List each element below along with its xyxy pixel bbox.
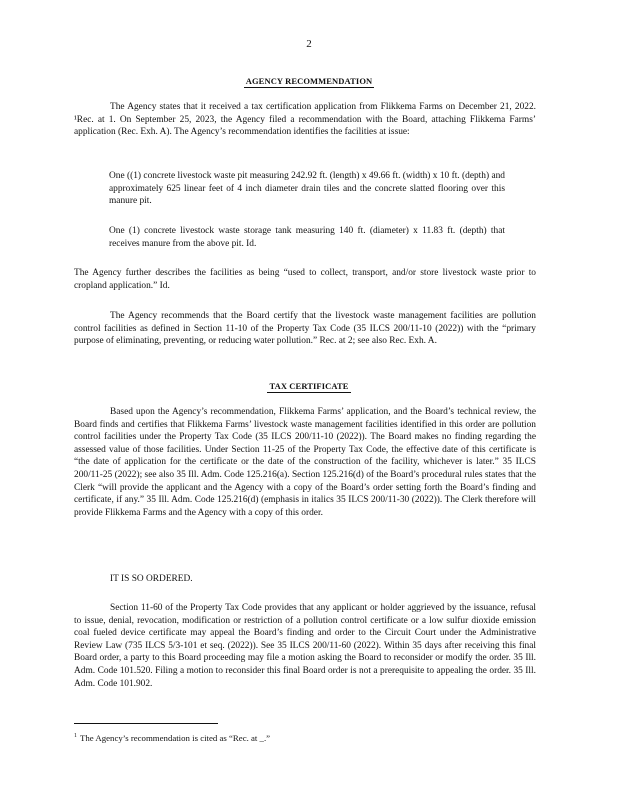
- page-number: 2: [306, 38, 312, 50]
- so-ordered-line: IT IS SO ORDERED.: [110, 574, 193, 584]
- paragraph-board-finds: Based upon the Agency’s recommendation, Flikkema Farms’ application, and the Board’s technical review, the Board finds and certifies that Flikkema Farms’ livestock waste management facilities identified in this order are pollution control facilities under the Property Tax Code (35 ILCS 200/11-10 (2022)). The Board makes no finding regarding the assessed value of those facilities. Under Section 11-25 of the Property Tax Code, the effective date of this certificate is “the date of application for the certificate or the date of the construction of the facility, whichever is later.” 35 ILCS 200/11-25 (2022); see also 35 Ill. Adm. Code 125.216(a). Section 125.216(d) of the Board’s procedural rules states that the Clerk “will provide the applicant and the Agency with a copy of the Board’s order setting forth the Board’s finding and certificate, if any.” 35 Ill. Adm. Code 125.216(d) (emphasis in italics 35 ILCS 200/11-30 (2022)). The Clerk therefore will provide Flikkema Farms and the Agency with a copy of this order.: [74, 407, 536, 518]
- footnote: [74, 731, 536, 744]
- facility-description-tank: One (1) concrete livestock waste storage tank measuring 140 ft. (diameter) x 11.83 ft. (depth) that receives manure from the above pit. Id.: [109, 226, 505, 249]
- footnote-mark: 1: [74, 733, 77, 739]
- footnote-text: The Agency’s recommendation is cited as “Rec. at _.”: [80, 732, 271, 743]
- tax-certificate-heading-text: TAX CERTIFICATE: [269, 381, 349, 391]
- facility-description-pit: One ((1) concrete livestock waste pit measuring 242.92 ft. (length) x 49.66 ft. (width) x 10 ft. (depth) and approximately 625 linear feet of 4 inch diameter drain tiles and the concrete slatted flooring over this manure pit.: [109, 171, 505, 207]
- paragraph-appeal-rights: Section 11-60 of the Property Tax Code provides that any applicant or holder aggrieved by the issuance, refusal to issue, denial, revocation, modification or restriction of a pollution control certificate or a low sulfur dioxide emission coal fueled device certificate may appeal the Board’s finding and order to the Circuit Court under the Administrative Review Law (735 ILCS 5/3-101 et seq. (2022)). See 35 ILCS 200/11-60 (2022). Within 35 days after receiving this final Board order, a party to this Board proceeding may file a motion asking the Board to reconsider or modify the order. 35 Ill. Adm. Code 101.520. Filing a motion to reconsider this final Board order is not a prerequisite to appealing the order. 35 Ill. Adm. Code 101.902.: [74, 603, 536, 689]
- paragraph-agency-describes: The Agency further describes the facilities as being “used to collect, transport, and/or store livestock waste prior to cropland application.” Id.: [74, 268, 536, 291]
- paragraph-agency-states: The Agency states that it received a tax certification application from Flikkema Farms on December 21, 2022. ¹Rec. at 1. On September 25, 2023, the Agency filed a recommendation with the Board, attaching Flikkema Farms’ application (Rec. Exh. A). The Agency’s recommendation identifies the facilities at issue:: [74, 102, 536, 138]
- agency-recommendation-heading-text: AGENCY RECOMMENDATION: [245, 76, 373, 86]
- tax-certificate-heading: [0, 381, 618, 393]
- agency-recommendation-heading: [0, 76, 618, 88]
- footnote-divider: [74, 723, 218, 724]
- paragraph-agency-recommends: The Agency recommends that the Board certify that the livestock waste management facilities are pollution control facilities as defined in Section 11-10 of the Property Tax Code (35 ILCS 200/11-10 (2022)) with the “primary purpose of eliminating, preventing, or reducing water pollution.” Rec. at 2; see also Rec. Exh. A.: [74, 311, 536, 347]
